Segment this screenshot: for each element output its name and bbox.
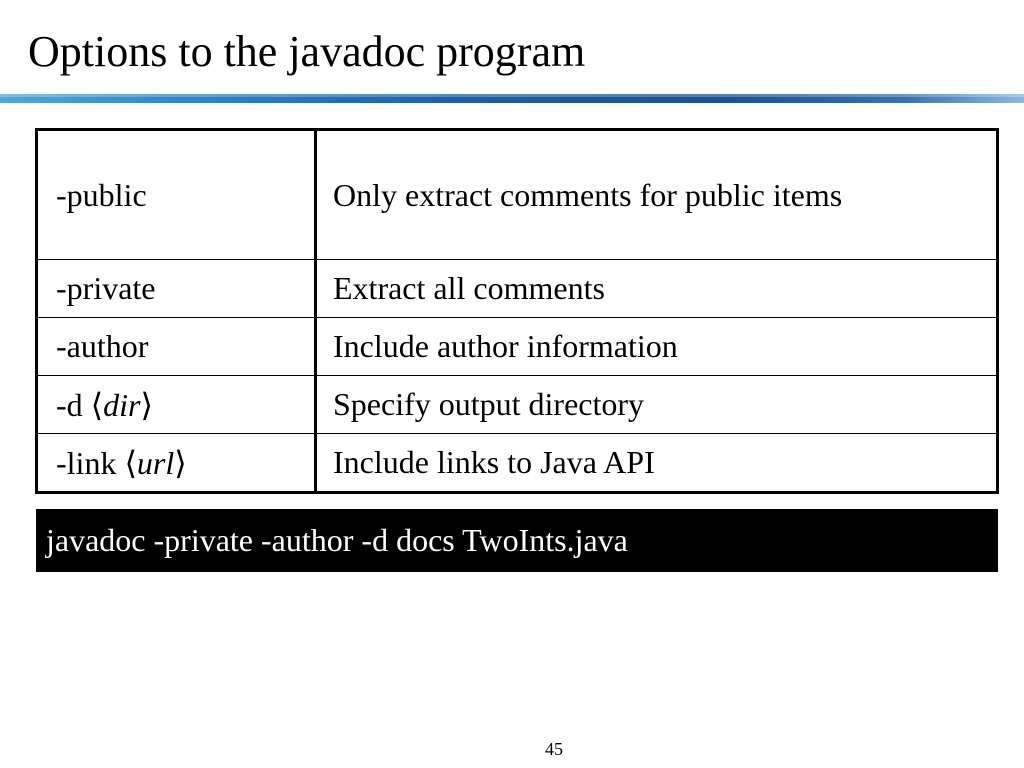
option-cell xyxy=(37,376,316,434)
option-name: -author xyxy=(56,328,149,364)
option-name: -link xyxy=(56,444,125,481)
option-argument: dir xyxy=(103,386,141,423)
option-name: -public xyxy=(56,176,147,213)
option-cell xyxy=(37,130,316,260)
description-cell: Specify output directory xyxy=(316,376,998,434)
table-row-link xyxy=(37,434,998,493)
table-row-private xyxy=(37,260,998,318)
right-angle-bracket: ⟩ xyxy=(140,386,153,423)
table-row-public xyxy=(37,130,998,260)
left-angle-bracket: ⟨ xyxy=(124,444,137,481)
option-name: -d xyxy=(56,386,91,423)
description-cell: Include links to Java API xyxy=(316,434,998,493)
title-underline-bar xyxy=(0,94,1024,103)
option-cell xyxy=(37,318,316,376)
page-number: 45 xyxy=(545,739,563,759)
description-cell: Include author information xyxy=(316,318,998,376)
options-table xyxy=(35,128,999,494)
option-cell xyxy=(37,434,316,493)
description-cell: Only extract comments for public items xyxy=(316,130,998,260)
slide-title: Options to the javadoc program xyxy=(28,27,586,76)
left-angle-bracket: ⟨ xyxy=(90,386,104,423)
table-row-author xyxy=(37,318,998,376)
description-cell: Extract all comments xyxy=(316,260,998,318)
option-cell xyxy=(37,260,316,318)
right-angle-bracket: ⟩ xyxy=(174,444,187,481)
option-argument: url xyxy=(136,444,175,481)
command-example-bar: javadoc -private -author -d docs TwoInts.java xyxy=(36,509,998,572)
option-name: -private xyxy=(56,270,156,306)
table-row-d xyxy=(37,376,998,434)
